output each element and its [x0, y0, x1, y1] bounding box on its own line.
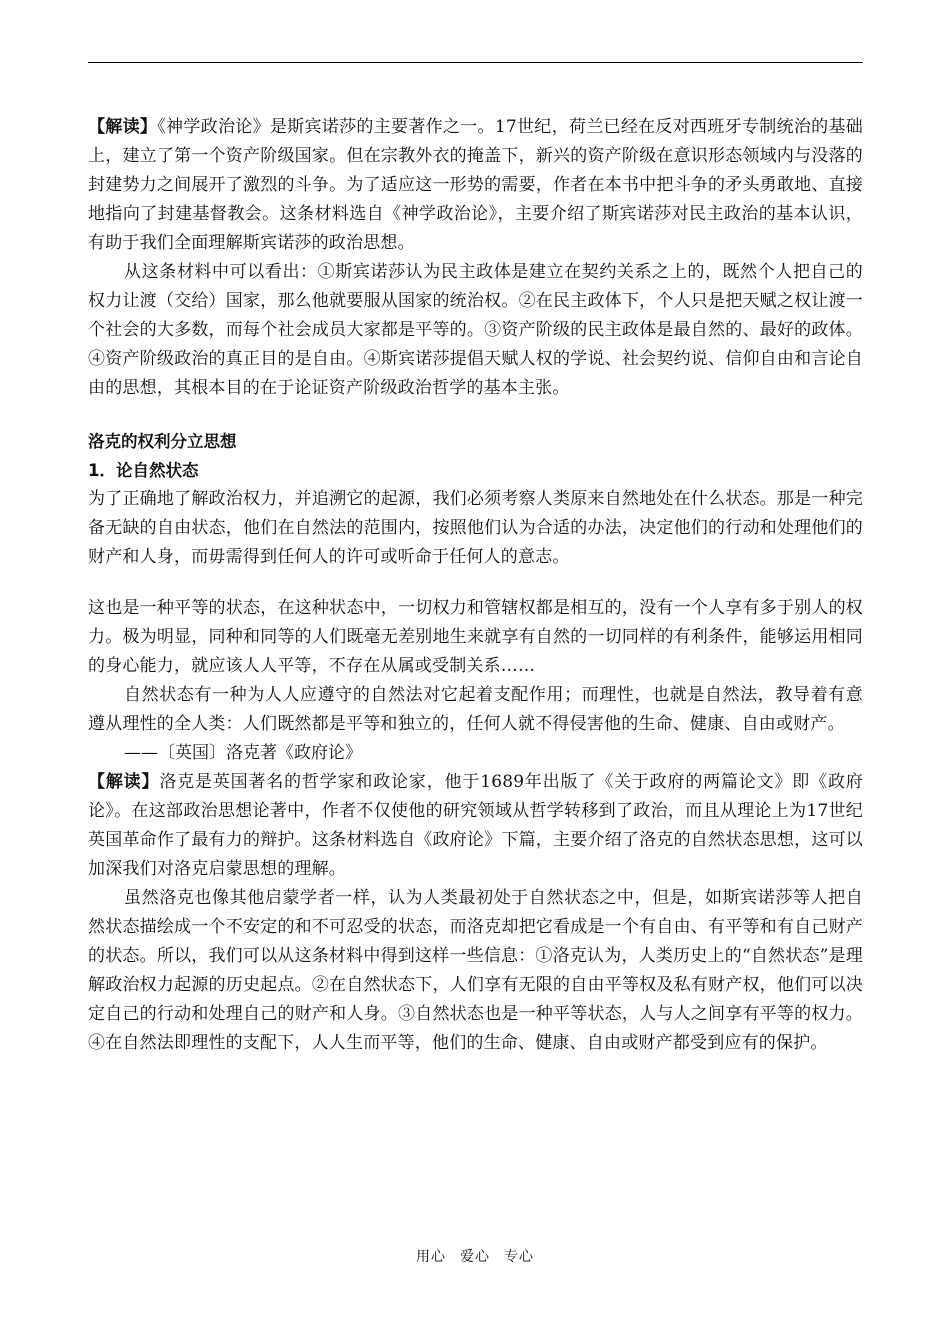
footer-item: 爱心: [460, 1249, 490, 1265]
interpretation-text: 洛克是英国著名的哲学家和政论家，他于1689年出版了《关于政府的两篇论文》即《政府论》。在这部政治思想论著中，作者不仅使他的研究领域从哲学转移到了政治，而且从理论上为17世纪英国革命作了最有力的辩护。这条材料选自《政府论》下篇，主要介绍了洛克的自然状态思想，这可以加深我们对洛克启蒙思想的理解。: [88, 772, 863, 879]
interpretation-paragraph-spinoza: [88, 113, 863, 258]
section-title: 洛克的权利分立思想: [88, 432, 237, 451]
section-subtitle: 1．论自然状态: [88, 461, 199, 480]
header-rule: [88, 62, 863, 63]
analysis-paragraph-spinoza: 从这条材料中可以看出：①斯宾诺莎认为民主政体是建立在契约关系之上的，既然个人把自己的权力让渡（交给）国家，那么他就要服从国家的统治权。②在民主政体下，个人只是把天赋之权让渡一个社会的大多数，而每个社会成员大家都是平等的。③资产阶级的民主政体是最自然的、最好的政体。④资产阶级政治的真正目的是自由。④斯宾诺莎提倡天赋人权的学说、社会契约说、信仰自由和言论自由的思想，其根本目的在于论证资产阶级政治哲学的基本主张。: [88, 262, 863, 398]
footer-item: 用心: [416, 1249, 446, 1265]
quote-paragraph-1: 为了正确地了解政治权力，并追溯它的起源，我们必须考察人类原来自然地处在什么状态。那是一种完备无缺的自由状态，他们在自然法的范围内，按照他们认为合适的办法，决定他们的行动和处理他们的财产和人身，而毋需得到任何人的许可或听命于任何人的意志。: [88, 489, 863, 567]
quote-paragraph-3: 自然状态有一种为人人应遵守的自然法对它起着支配作用；而理性，也就是自然法，教导着有意遵从理性的全人类：人们既然都是平等和独立的，任何人就不得侵害他的生命、健康、自由或财产。: [88, 685, 863, 734]
footer-item: 专心: [504, 1249, 534, 1265]
interpretation-label: 【解读】: [88, 117, 158, 137]
interpretation-paragraph-locke: [88, 768, 863, 884]
analysis-paragraph-locke: 虽然洛克也像其他启蒙学者一样，认为人类最初处于自然状态之中，但是，如斯宾诺莎等人把自然状态描绘成一个不安定的和不可忍受的状态，而洛克却把它看成是一个有自由、有平等和有自己财产的状态。所以，我们可以从这条材料中得到这样一些信息：①洛克认为，人类历史上的“自然状态”是理解政治权力起源的历史起点。②在自然状态下，人们享有无限的自由平等权及私有财产权，他们可以决定自己的行动和处理自己的财产和人身。③自然状态也是一种平等状态，人与人之间享有平等的权力。④在自然法即理性的支配下，人人生而平等，他们的生命、健康、自由或财产都受到应有的保护。: [88, 888, 863, 1053]
document-body: [88, 113, 863, 1058]
interpretation-text: 《神学政治论》是斯宾诺莎的主要著作之一。17世纪，荷兰已经在反对西班牙专制统治的基础上，建立了第一个资产阶级国家。但在宗教外衣的掩盖下，新兴的资产阶级在意识形态领域内与没落的封建势力之间展开了激烈的斗争。为了适应这一形势的需要，作者在本书中把斗争的矛头勇敢地、直接地指向了封建基督教会。这条材料选自《神学政治论》，主要介绍了斯宾诺莎对民主政治的基本认识，有助于我们全面理解斯宾诺莎的政治思想。: [88, 117, 863, 253]
interpretation-label: 【解读】: [88, 772, 160, 792]
quote-attribution: ——〔英国〕洛克著《政府论》: [124, 743, 362, 763]
page-footer: [0, 1246, 950, 1266]
quote-paragraph-2: 这也是一种平等的状态，在这种状态中，一切权力和管辖权都是相互的，没有一个人享有多于别人的权力。极为明显，同种和同等的人们既毫无差别地生来就享有自然的一切同样的有利条件，能够运用相同的身心能力，就应该人人平等，不存在从属或受制关系……: [88, 598, 863, 676]
